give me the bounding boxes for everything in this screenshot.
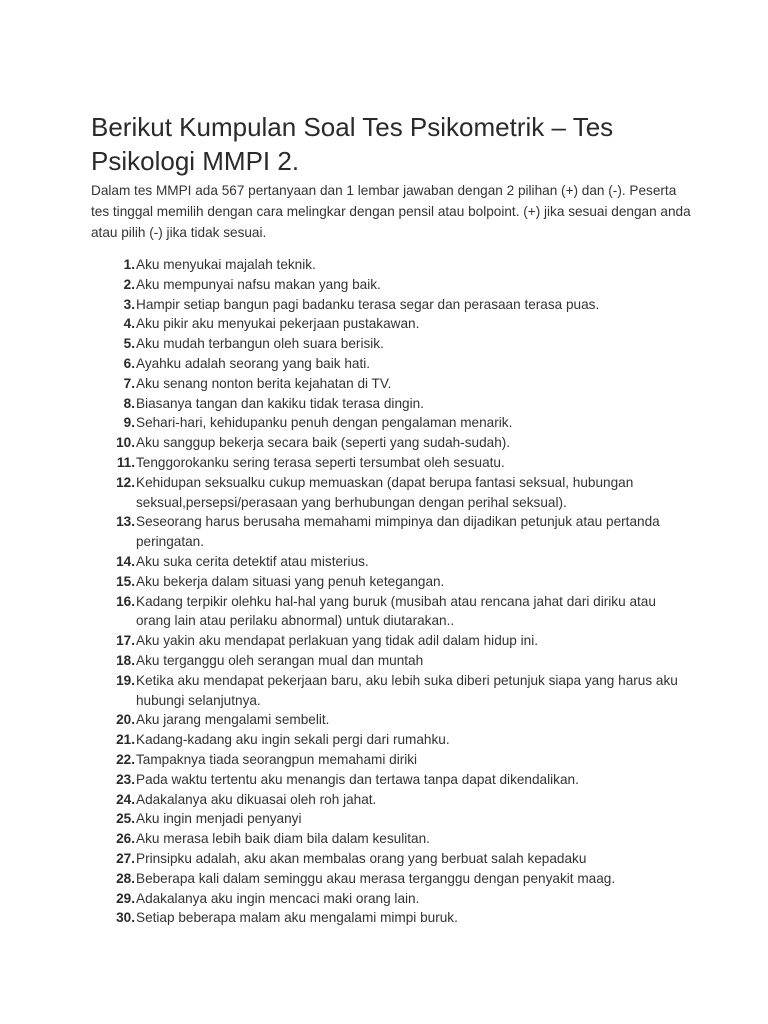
intro-paragraph: Dalam tes MMPI ada 567 pertanyaan dan 1 lembar jawaban dengan 2 pilihan (+) dan (-). Peserta tes tinggal memilih dengan cara melingkar dengan pensil atau bolpoint. (+) jika sesuai dengan anda atau pilih (-) jika tidak sesuai. bbox=[91, 183, 691, 240]
question-text: Seseorang harus berusaha memahami mimpinya dan dijadikan petunjuk atau pertanda peringatan. bbox=[136, 514, 660, 550]
question-number: 12. bbox=[116, 474, 135, 490]
question-number: 19. bbox=[116, 672, 135, 688]
question-item bbox=[91, 354, 691, 374]
question-text: Aku pikir aku menyukai pekerjaan pustakawan. bbox=[136, 316, 420, 332]
question-number: 9. bbox=[123, 415, 135, 431]
question-item bbox=[91, 552, 691, 572]
question-item bbox=[91, 295, 691, 315]
question-number: 15. bbox=[116, 573, 135, 589]
question-number: 5. bbox=[123, 336, 135, 352]
question-text: Aku sanggup bekerja secara baik (seperti yang sudah-sudah). bbox=[136, 435, 511, 451]
question-number: 29. bbox=[116, 890, 135, 906]
question-number: 28. bbox=[116, 870, 135, 886]
question-number: 24. bbox=[116, 791, 135, 807]
question-item bbox=[91, 908, 691, 928]
question-text: Adakalanya aku ingin mencaci maki orang lain. bbox=[136, 890, 420, 906]
question-text: Aku jarang mengalami sembelit. bbox=[136, 712, 330, 728]
question-number: 2. bbox=[123, 276, 135, 292]
question-text: Aku yakin aku mendapat perlakuan yang tidak adil dalam hidup ini. bbox=[136, 633, 539, 649]
question-number: 8. bbox=[123, 395, 135, 411]
question-text: Adakalanya aku dikuasai oleh roh jahat. bbox=[136, 791, 377, 807]
question-text: Sehari-hari, kehidupanku penuh dengan pengalaman menarik. bbox=[136, 415, 513, 431]
question-number: 22. bbox=[116, 751, 135, 767]
question-item bbox=[91, 730, 691, 750]
question-text: Ketika aku mendapat pekerjaan baru, aku lebih suka diberi petunjuk siapa yang harus aku hubungi selanjutnya. bbox=[136, 672, 678, 708]
question-item bbox=[91, 275, 691, 295]
question-item bbox=[91, 314, 691, 334]
question-text: Aku mempunyai nafsu makan yang baik. bbox=[136, 276, 381, 292]
question-item bbox=[91, 889, 691, 909]
question-number: 20. bbox=[116, 712, 135, 728]
question-text: Aku terganggu oleh serangan mual dan muntah bbox=[136, 652, 424, 668]
question-text: Pada waktu tertentu aku menangis dan tertawa tanpa dapat dikendalikan. bbox=[136, 771, 579, 787]
question-number: 10. bbox=[116, 435, 135, 451]
question-number: 26. bbox=[116, 831, 135, 847]
question-item bbox=[91, 671, 691, 711]
question-item bbox=[91, 869, 691, 889]
question-number: 21. bbox=[116, 732, 135, 748]
question-item bbox=[91, 374, 691, 394]
question-item bbox=[91, 829, 691, 849]
question-text: Biasanya tangan dan kakiku tidak terasa dingin. bbox=[136, 395, 424, 411]
question-item bbox=[91, 413, 691, 433]
question-number: 3. bbox=[123, 296, 135, 312]
question-text: Kehidupan seksualku cukup memuaskan (dapat berupa fantasi seksual, hubungan seksual,persepsi/perasaan yang berhubungan dengan perihal seksual). bbox=[136, 474, 634, 510]
question-number: 16. bbox=[116, 593, 135, 609]
question-text: Aku bekerja dalam situasi yang penuh ketegangan. bbox=[136, 573, 445, 589]
question-item bbox=[91, 592, 691, 632]
question-text: Tenggorokanku sering terasa seperti tersumbat oleh sesuatu. bbox=[136, 454, 505, 470]
question-number: 7. bbox=[123, 375, 135, 391]
question-item bbox=[91, 809, 691, 829]
question-text: Aku mudah terbangun oleh suara berisik. bbox=[136, 336, 384, 352]
question-text: Aku ingin menjadi penyanyi bbox=[136, 811, 302, 827]
question-number: 17. bbox=[116, 633, 135, 649]
question-text: Setiap beberapa malam aku mengalami mimpi buruk. bbox=[136, 910, 458, 926]
question-number: 1. bbox=[123, 257, 135, 272]
question-text: Aku suka cerita detektif atau misterius. bbox=[136, 553, 369, 569]
question-text: Aku menyukai majalah teknik. bbox=[136, 257, 316, 272]
question-text: Aku merasa lebih baik diam bila dalam kesulitan. bbox=[136, 831, 430, 847]
question-number: 25. bbox=[116, 811, 135, 827]
question-number: 11. bbox=[116, 454, 135, 470]
question-item bbox=[91, 710, 691, 730]
question-text: Ayahku adalah seorang yang baik hati. bbox=[136, 355, 371, 371]
question-number: 23. bbox=[116, 771, 135, 787]
question-number: 30. bbox=[116, 910, 135, 926]
question-number: 14. bbox=[116, 553, 135, 569]
question-text: Tampaknya tiada seorangpun memahami diriki bbox=[136, 751, 418, 767]
question-text: Aku senang nonton berita kejahatan di TV. bbox=[136, 375, 392, 391]
page-title: Berikut Kumpulan Soal Tes Psikometrik – Tes Psikologi MMPI 2. bbox=[91, 112, 614, 176]
question-item bbox=[91, 750, 691, 770]
question-list bbox=[91, 255, 691, 928]
question-text: Hampir setiap bangun pagi badanku terasa segar dan perasaan terasa puas. bbox=[136, 296, 600, 312]
question-item bbox=[91, 334, 691, 354]
question-text: Prinsipku adalah, aku akan membalas orang yang berbuat salah kepadaku bbox=[136, 850, 587, 866]
question-number: 13. bbox=[116, 514, 135, 530]
question-number: 18. bbox=[116, 652, 135, 668]
question-item bbox=[91, 512, 691, 552]
question-item bbox=[91, 572, 691, 592]
question-item bbox=[91, 473, 691, 513]
question-item bbox=[91, 394, 691, 414]
question-item bbox=[91, 651, 691, 671]
question-text: Kadang-kadang aku ingin sekali pergi dari rumahku. bbox=[136, 732, 450, 748]
question-item bbox=[91, 790, 691, 810]
question-item bbox=[91, 453, 691, 473]
question-item bbox=[91, 433, 691, 453]
question-number: 4. bbox=[123, 316, 135, 332]
question-item bbox=[91, 770, 691, 790]
question-item bbox=[91, 631, 691, 651]
question-text: Kadang terpikir olehku hal-hal yang buruk (musibah atau rencana jahat dari diriku atau orang lain atau perilaku abnormal) untuk diutarakan.. bbox=[136, 593, 656, 629]
question-item bbox=[91, 849, 691, 869]
question-number: 27. bbox=[116, 850, 135, 866]
question-number: 6. bbox=[123, 355, 135, 371]
question-text: Beberapa kali dalam seminggu akau merasa terganggu dengan penyakit maag. bbox=[136, 870, 616, 886]
question-item bbox=[91, 255, 691, 275]
